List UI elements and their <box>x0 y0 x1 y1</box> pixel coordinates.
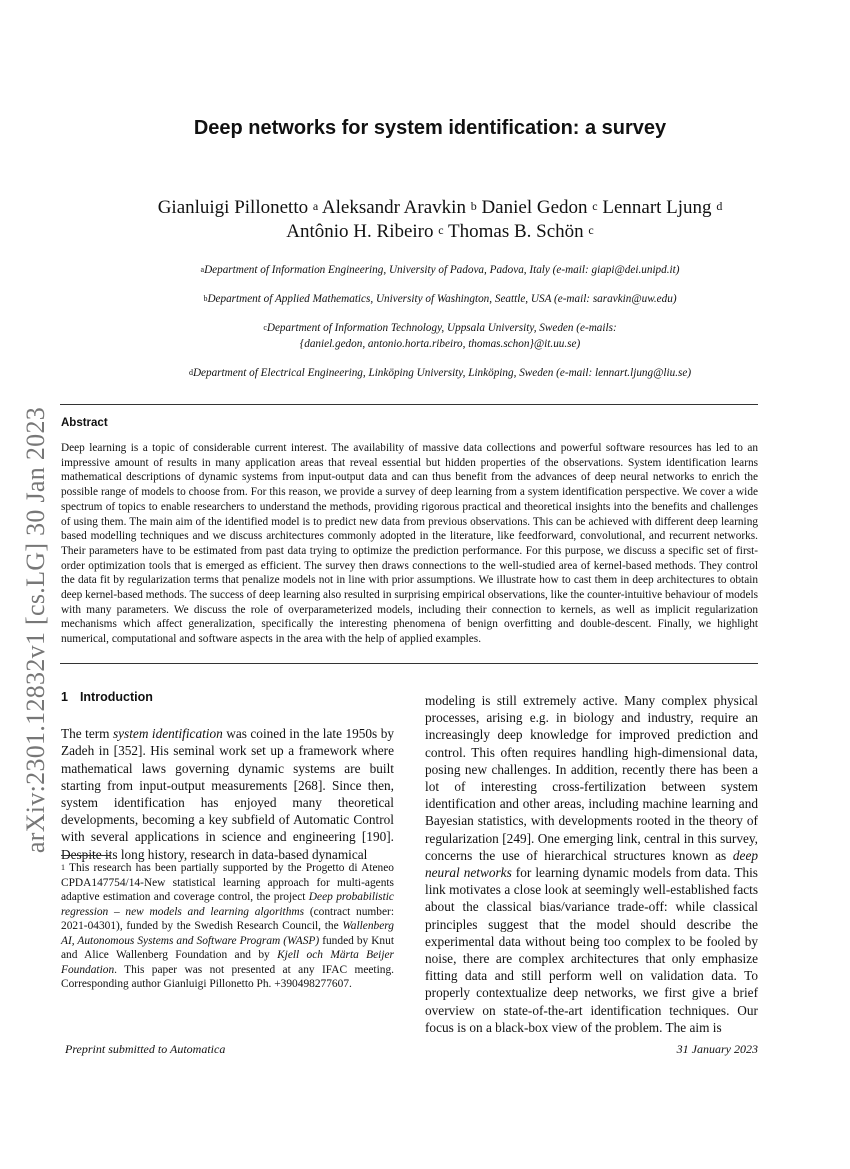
section-number: 1 <box>61 690 68 704</box>
abstract-heading: Abstract <box>61 417 108 429</box>
footnote-mark: 1 <box>61 863 65 872</box>
arxiv-identifier <box>10 370 62 890</box>
text-run: modeling is still extremely active. Many complex physical processes, arising e.g. in biology and industry, require an increasingly deep knowledge for improved prediction and control. This often requires handling high-dimensional data, posing new challenges. In addition, recently there has been a lot of interesting cross-fertilization between system identification and other areas, including machine learning and Bayesian statistics, with developments rooted in the theory of regularization [249]. One emerging link, central in this survey, concerns the use of hierarchical structures known as <box>425 693 758 863</box>
text-run: was coined in the late 1950s by Zadeh in [352]. His seminal work set up a framework where mathematical laws governing dynamic systems are built starting from input-output measurements [268]. Since then, system identification has enjoyed many theoretical developments, becoming a key subfield of Automatic Control with several applications in science and engineering [190]. Despite its long history, research in data-based dynamical <box>61 726 394 862</box>
abstract-text: Deep learning is a topic of considerable current interest. The availability of massive data collections and powerful software resources has led to an impressive amount of results in many application areas that reveal essential but hidden properties of the observations. System identification learns mathematical descriptions of dynamic systems from input-output data and can thus benefit from the advances of deep neural networks to enrich the possible range of models to choose from. For this reason, we provide a survey of deep learning from a system identification perspective. We cover a wide spectrum of topics to enable researchers to understand the methods, providing rigorous practical and theoretical insights into the benefits and challenges of using them. The main aim of the identified model is to predict new data from previous observations. This can be achieved with different deep learning based modelling techniques and we discuss architectures commonly adopted in the literature, like feedforward, convolutional, and recurrent networks. Their parameters have to be estimated from past data trying to optimize the prediction performance. For this purpose, we discuss a specific set of first-order optimization tools that is emerged as efficient. The survey then draws connections to the well-studied area of kernel-based methods. They control the data fit by regularization terms that penalize models not in line with prior assumptions. We illustrate how to cast them in deep architectures to obtain deep kernel-based methods. The success of deep learning also resulted in surprising empirical observations, like the counter-intuitive behaviour of models with many parameters. We discuss the role of overparameterized models, including their connection to kernels, as well as implicit regularization mechanisms which affect generalization, specifically the interesting phenomena of benign overfitting and double-descent. Finally, we highlight numerical, computational and software aspects in the area with the help of applied examples. <box>61 442 758 646</box>
text-run: . This paper was not presented at any IFAC meeting. Corresponding author Gianluigi Pillonetto Ph. +390498277607. <box>61 963 394 990</box>
text-run: The term <box>61 726 113 742</box>
abstract-bottom-rule <box>60 663 758 664</box>
emphasis-run: Deep probabilistic regression – new models and learning algorithms <box>61 891 394 918</box>
text-run: This research has been partially supported by the Progetto di Ateneo CPDA147754/14-New statistical learning approach for multi-agents adaptive estimation and coverage control, the project <box>61 862 394 903</box>
intro-paragraph-right <box>425 692 758 1036</box>
author-name: Antônio H. Ribeiro <box>286 221 434 242</box>
right-column <box>425 692 758 1036</box>
affiliation-emails: {daniel.gedon, antonio.horta.ribeiro, thomas.schon}@it.uu.se) <box>299 338 581 350</box>
affiliation-b <box>80 291 800 307</box>
author-name: Gianluigi Pillonetto <box>157 197 309 218</box>
paper-title: Deep networks for system identification: a survey <box>193 117 667 139</box>
author-line-2 <box>80 220 800 244</box>
affiliation-mark: a <box>200 265 205 274</box>
affiliation-a <box>80 262 800 278</box>
affiliations <box>80 262 800 394</box>
affiliation-text: Department of Information Engineering, University of Padova, Padova, Italy (e-mail: giapi@dei.unipd.it) <box>204 264 680 276</box>
intro-paragraph-left <box>61 725 394 863</box>
arxiv-identifier-text: arXiv:2301.12832v1 [cs.LG] 30 Jan 2023 <box>21 406 50 854</box>
affiliation-d <box>80 365 800 381</box>
abstract-top-rule <box>60 404 758 405</box>
affiliation-mark: d <box>716 199 723 213</box>
footer-preprint-note: Preprint submitted to Automatica <box>65 1042 226 1056</box>
affiliation-text: Department of Electrical Engineering, Linköping University, Linköping, Sweden (e-mail: lennart.ljung@liu.se) <box>192 367 692 379</box>
author-name: Aleksandr Aravkin <box>321 197 466 218</box>
text-run: funded by Knut and Alice Wallenberg Foundation and by <box>61 934 394 961</box>
affiliation-text: Department of Applied Mathematics, University of Washington, Seattle, USA (e-mail: saravkin@uw.edu) <box>207 293 677 305</box>
affiliation-text: Department of Information Technology, Uppsala University, Sweden (e-mails: <box>266 322 617 334</box>
affiliation-mark: a <box>312 199 319 213</box>
affiliation-mark: c <box>588 223 594 237</box>
text-run: for learning dynamic models from data. This link motivates a close look at seemingly well-established facts about the classical bias/variance trade-off: while classical principles suggest that the model should describe the experimental data without being too complex to be fooled by noise, there are complex architectures that only emphasize fitting data and still perform well on validation data. To properly contextualize deep networks, we first give a brief overview on state-of-the-art identification techniques. Our focus is on a black-box view of the problem. The aim is <box>425 865 758 1035</box>
author-list <box>80 196 800 244</box>
footnote-rule <box>61 855 111 856</box>
affiliation-mark: c <box>592 199 598 213</box>
emphasis-run: Wallenberg AI, Autonomous Systems and Software Program (WASP) <box>61 920 394 947</box>
author-name: Thomas B. Schön <box>448 221 584 242</box>
footer-date: 31 January 2023 <box>676 1042 758 1056</box>
section-heading <box>61 689 394 706</box>
emphasis-run: deep neural networks <box>425 847 758 881</box>
affiliation-c <box>80 320 800 352</box>
author-line-1 <box>80 196 800 220</box>
footnote <box>61 861 394 992</box>
emphasis-run: Kjell och Märta Beijer Foundation <box>61 949 394 976</box>
author-name: Lennart Ljung <box>602 197 712 218</box>
author-name: Daniel Gedon <box>481 197 588 218</box>
section-title: Introduction <box>79 690 153 704</box>
affiliation-mark: b <box>203 294 208 303</box>
emphasis-run: system identification <box>112 726 223 742</box>
text-run: (contract number: 2021-04301), funded by the Swedish Research Council, the <box>61 905 394 932</box>
affiliation-mark: d <box>188 368 193 377</box>
affiliation-mark: b <box>470 199 477 213</box>
left-column <box>61 689 394 863</box>
affiliation-mark: c <box>438 223 444 237</box>
affiliation-mark: c <box>263 323 267 332</box>
